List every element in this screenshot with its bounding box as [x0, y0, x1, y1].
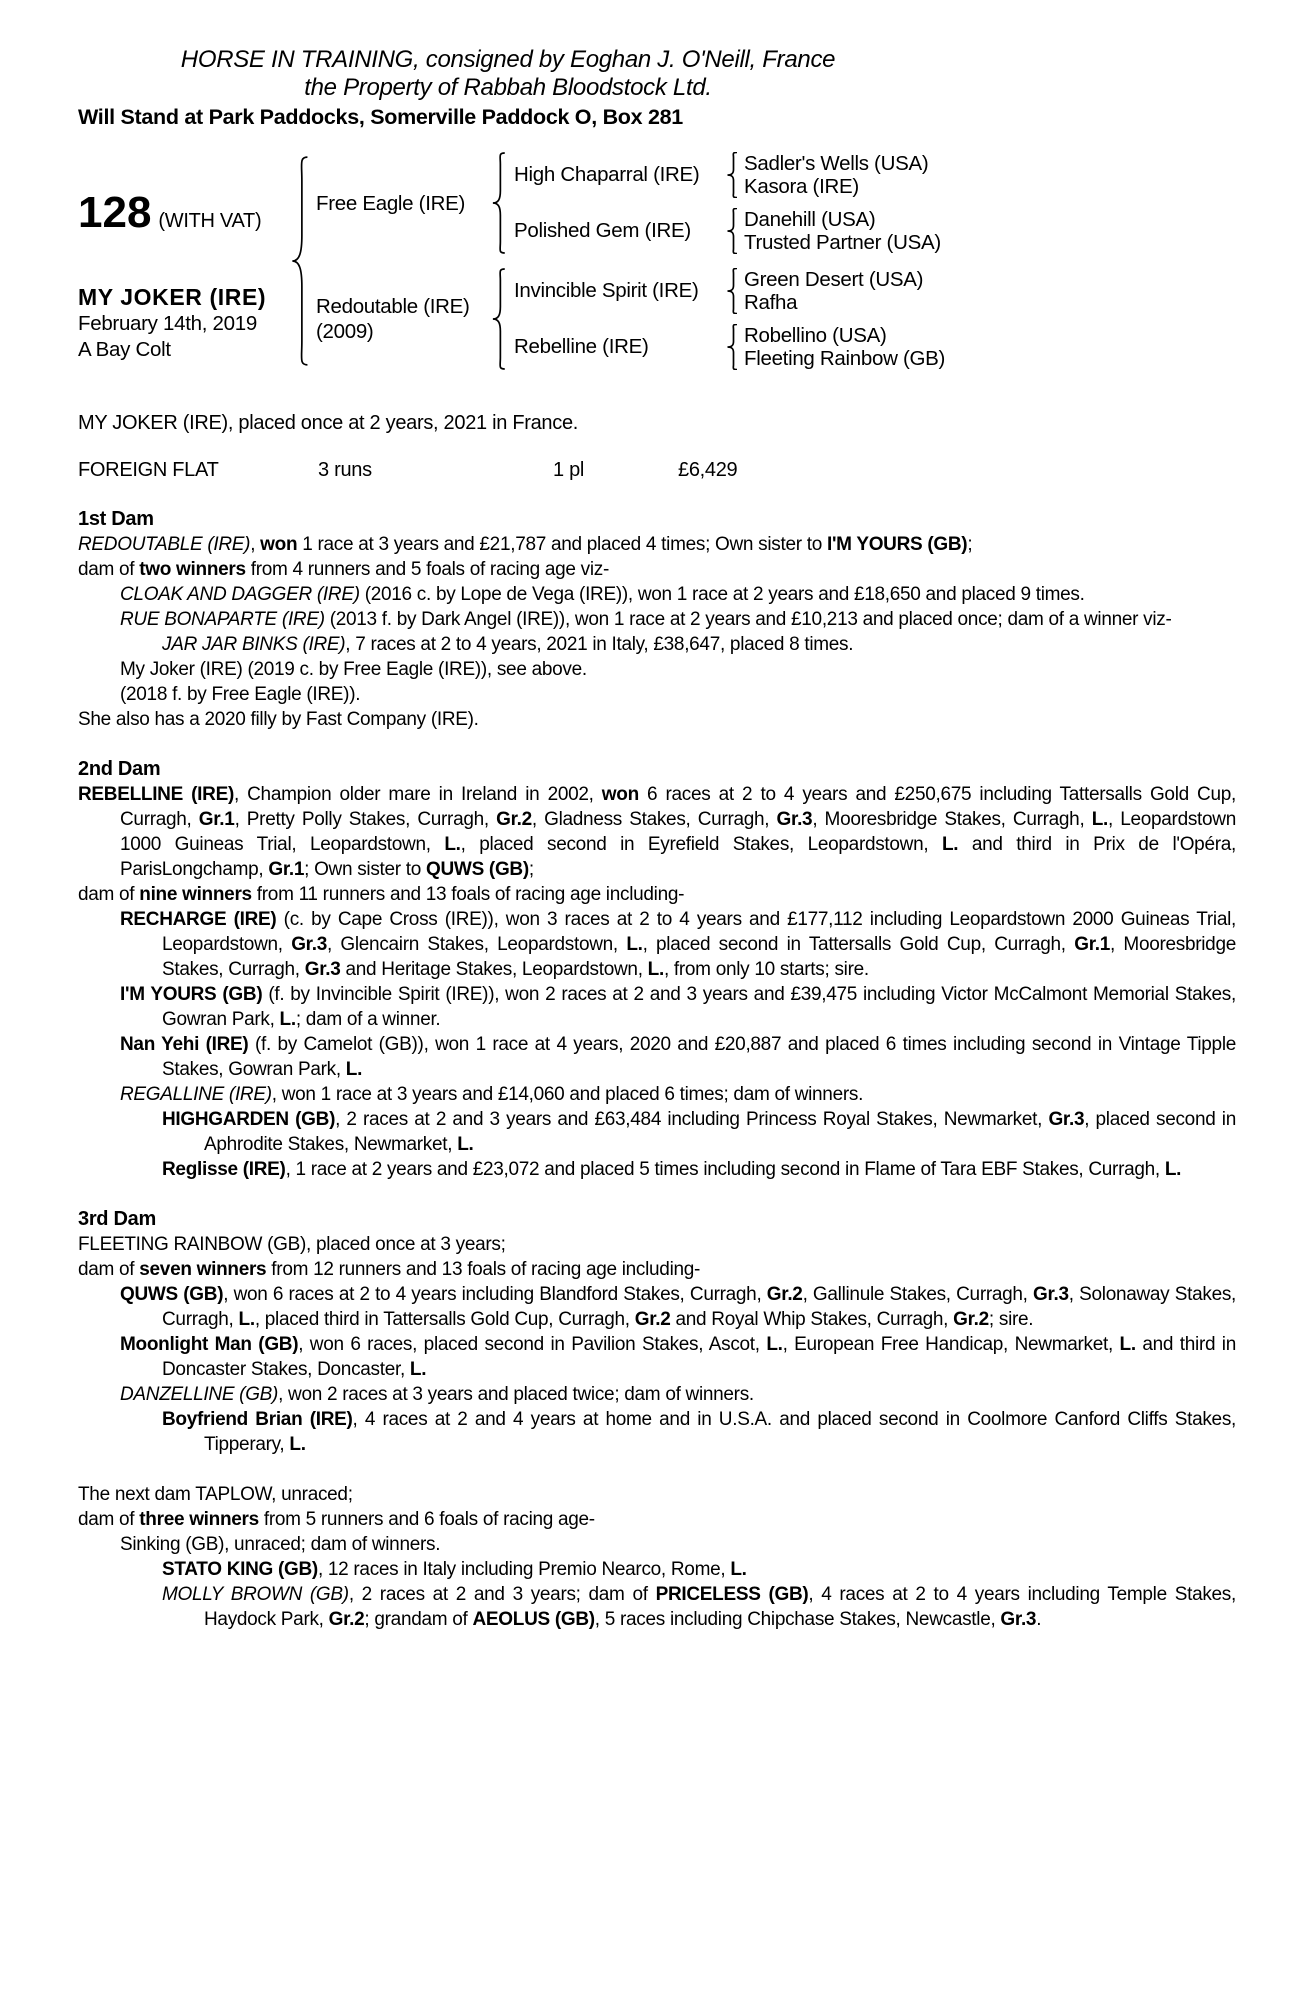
section-3rd-dam — [78, 1207, 1236, 1457]
pedigree-paragraph: RUE BONAPARTE (IRE) (2013 f. by Dark Angel (IRE)), won 1 race at 2 years and £10,213 and placed once; dam of a winner viz- — [120, 609, 1172, 630]
sire-dam-name: Polished Gem (IRE) — [514, 219, 691, 242]
dam-name-block — [309, 294, 491, 344]
sire-sire-brace-icon — [726, 152, 738, 198]
sire-half — [309, 152, 945, 254]
race-runs: 3 runs — [318, 459, 372, 481]
section-heading-2nd-dam: 2nd Dam — [78, 758, 161, 780]
section-heading-3rd-dam: 3rd Dam — [78, 1208, 156, 1230]
property-line: the Property of Rabbah Bloodstock Ltd. — [304, 74, 712, 101]
dam-sire-dam-name: Rafha — [744, 291, 798, 314]
section-1st-dam — [78, 507, 1236, 732]
dam-sire-brace-icon — [726, 268, 738, 314]
consignor-line: HORSE IN TRAINING, consigned by Eoghan J. O'Neill, France — [180, 46, 836, 73]
pedigree-paragraph: HIGHGARDEN (GB), 2 races at 2 and 3 years and £63,484 including Princess Royal Stakes, Newmarket, Gr.3, placed second in Aphrodite Stakes, Newmarket, L. — [162, 1109, 1236, 1155]
stand-location-line: Will Stand at Park Paddocks, Somerville Paddock O, Box 281 — [78, 105, 683, 129]
pedigree-paragraph: Nan Yehi (IRE) (f. by Camelot (GB)), won 1 race at 4 years, 2020 and £20,887 and placed 6 times including second in Vintage Tipple Stakes, Gowran Park, L. — [120, 1034, 1237, 1080]
vat-note: (WITH VAT) — [158, 210, 262, 232]
pedigree-paragraph: REGALLINE (IRE), won 1 race at 3 years and £14,060 and placed 6 times; dam of winners. — [120, 1084, 864, 1105]
dam-dam-sire-name: Robellino (USA) — [744, 324, 887, 347]
sire-sire-name: High Chaparral (IRE) — [514, 163, 700, 186]
dam-dam-name: Rebelline (IRE) — [514, 335, 649, 358]
sire-sire-dam-name: Kasora (IRE) — [744, 175, 859, 198]
pedigree-paragraph: RECHARGE (IRE) (c. by Cape Cross (IRE)), won 3 races at 2 to 4 years and £177,112 including Leopardstown 2000 Guineas Trial, Leopardstown, Gr.3, Glencairn Stakes, Leopardstown, L., placed second in Tattersalls Gold Cup, Curragh, Gr.1, Mooresbridge Stakes, Curragh, Gr.3 and Heritage Stakes, Leopardstown, L., from only 10 starts; sire. — [120, 909, 1236, 980]
pedigree-paragraph: Reglisse (IRE), 1 race at 2 years and £23,072 and placed 5 times including second in Flame of Tara EBF Stakes, Curragh, L. — [162, 1159, 1182, 1180]
pedigree-paragraph: dam of two winners from 4 runners and 5 foals of racing age viz- — [78, 559, 609, 580]
pedigree-paragraph: Boyfriend Brian (IRE), 4 races at 2 and 4 years at home and in U.S.A. and placed second in Coolmore Canford Cliffs Stakes, Tipperary, L. — [162, 1409, 1236, 1455]
pedigree-paragraph: Moonlight Man (GB), won 6 races, placed second in Pavilion Stakes, Ascot, L., European Free Handicap, Newmarket, L. and third in Doncaster Stakes, Doncaster, L. — [120, 1334, 1236, 1380]
pedigree-tree — [290, 152, 945, 370]
sire-dam-brace-icon — [726, 208, 738, 254]
dam-name: Redoutable (IRE) — [316, 295, 470, 318]
pedigree-paragraph: CLOAK AND DAGGER (IRE) (2016 c. by Lope de Vega (IRE)), won 1 race at 2 years and £18,650 and placed 9 times. — [120, 584, 1085, 605]
pedigree-paragraph: JAR JAR BINKS (IRE), 7 races at 2 to 4 years, 2021 in Italy, £38,647, placed 8 times. — [162, 634, 854, 655]
pedigree-paragraph: STATO KING (GB), 12 races in Italy including Premio Nearco, Rome, L. — [162, 1559, 747, 1580]
pedigree-paragraph: dam of nine winners from 11 runners and 13 foals of racing age including- — [78, 884, 685, 905]
pedigree-paragraph: REBELLINE (IRE), Champion older mare in Ireland in 2002, won 6 races at 2 to 4 years and £250,675 including Tattersalls Gold Cup, Curragh, Gr.1, Pretty Polly Stakes, Curragh, Gr.2, Gladness Stakes, Curragh, Gr.3, Mooresbridge Stakes, Curragh, L., Leopardstown 1000 Guineas Trial, Leopardstown, L., placed second in Eyrefield Stakes, Leopardstown, L. and third in Prix de l'Opéra, ParisLongchamp, Gr.1; Own sister to QUWS (GB); — [78, 784, 1236, 880]
sire-sire-sire-name: Sadler's Wells (USA) — [744, 152, 929, 175]
section-heading-1st-dam: 1st Dam — [78, 508, 154, 530]
pedigree-block — [78, 152, 1236, 370]
race-record-summary: MY JOKER (IRE), placed once at 2 years, 2021 in France. — [78, 412, 579, 434]
sire-dam-dam-name: Trusted Partner (USA) — [744, 231, 941, 254]
foaling-date: February 14th, 2019 — [78, 312, 257, 335]
horse-name: MY JOKER (IRE) — [78, 284, 267, 310]
pedigree-paragraph: Sinking (GB), unraced; dam of winners. — [120, 1534, 441, 1555]
pedigree-paragraph: QUWS (GB), won 6 races at 2 to 4 years including Blandford Stakes, Curragh, Gr.2, Gallinule Stakes, Curragh, Gr.3, Solonaway Stakes, Curragh, L., placed third in Tattersalls Gold Cup, Curragh, Gr.2 and Royal Whip Stakes, Curragh, Gr.2; sire. — [120, 1284, 1237, 1330]
race-category: FOREIGN FLAT — [78, 459, 219, 481]
pedigree-main-brace-icon — [290, 155, 309, 367]
dam-sire-sire-name: Green Desert (USA) — [744, 268, 924, 291]
sire-dam-sire-name: Danehill (USA) — [744, 208, 876, 231]
section-2nd-dam — [78, 757, 1236, 1182]
dam-half — [309, 268, 945, 370]
pedigree-paragraph: (2018 f. by Free Eagle (IRE)). — [120, 684, 361, 705]
pedigree-paragraph: MOLLY BROWN (GB), 2 races at 2 and 3 years; dam of PRICELESS (GB), 4 races at 2 to 4 years including Temple Stakes, Haydock Park, Gr.2; grandam of AEOLUS (GB), 5 races including Chipchase Stakes, Newcastle, Gr.3. — [162, 1584, 1236, 1630]
dam-dam-row — [506, 324, 945, 370]
section-next-dam — [78, 1482, 1236, 1632]
dam-brace-icon — [491, 268, 506, 370]
sire-sire-row — [506, 152, 941, 198]
pedigree-paragraph: The next dam TAPLOW, unraced; — [78, 1484, 353, 1505]
pedigree-paragraph: FLEETING RAINBOW (GB), placed once at 3 years; — [78, 1234, 506, 1255]
sire-name: Free Eagle (IRE) — [316, 191, 466, 215]
page-header — [78, 46, 938, 102]
lot-number: 128 — [78, 188, 152, 237]
pedigree-paragraph: I'M YOURS (GB) (f. by Invincible Spirit (IRE)), won 2 races at 2 and 3 years and £39,475 including Victor McCalmont Memorial Stakes, Gowran Park, L.; dam of a winner. — [120, 984, 1236, 1030]
pedigree-paragraph: My Joker (IRE) (2019 c. by Free Eagle (IRE)), see above. — [120, 659, 587, 680]
pedigree-paragraph: DANZELLINE (GB), won 2 races at 3 years and placed twice; dam of winners. — [120, 1384, 754, 1405]
dam-sire-name: Invincible Spirit (IRE) — [514, 279, 699, 302]
race-record-row — [78, 459, 1236, 482]
race-placings: 1 pl — [553, 459, 585, 481]
pedigree-paragraph: REDOUTABLE (IRE), won 1 race at 3 years and £21,787 and placed 4 times; Own sister to I'M YOURS (GB); — [78, 534, 973, 555]
lot-column — [78, 152, 290, 370]
race-earnings: £6,429 — [678, 459, 738, 481]
dam-dam-dam-name: Fleeting Rainbow (GB) — [744, 347, 946, 370]
dam-dam-brace-icon — [726, 324, 738, 370]
pedigree-paragraph: dam of three winners from 5 runners and 6 foals of racing age- — [78, 1509, 595, 1530]
sire-brace-icon — [491, 152, 506, 254]
sire-dam-row — [506, 208, 941, 254]
dam-sire-row — [506, 268, 945, 314]
colt-description: A Bay Colt — [78, 338, 171, 361]
pedigree-paragraph: dam of seven winners from 12 runners and 13 foals of racing age including- — [78, 1259, 701, 1280]
dam-year: (2009) — [316, 320, 374, 343]
pedigree-paragraph: She also has a 2020 filly by Fast Company (IRE). — [78, 709, 479, 730]
